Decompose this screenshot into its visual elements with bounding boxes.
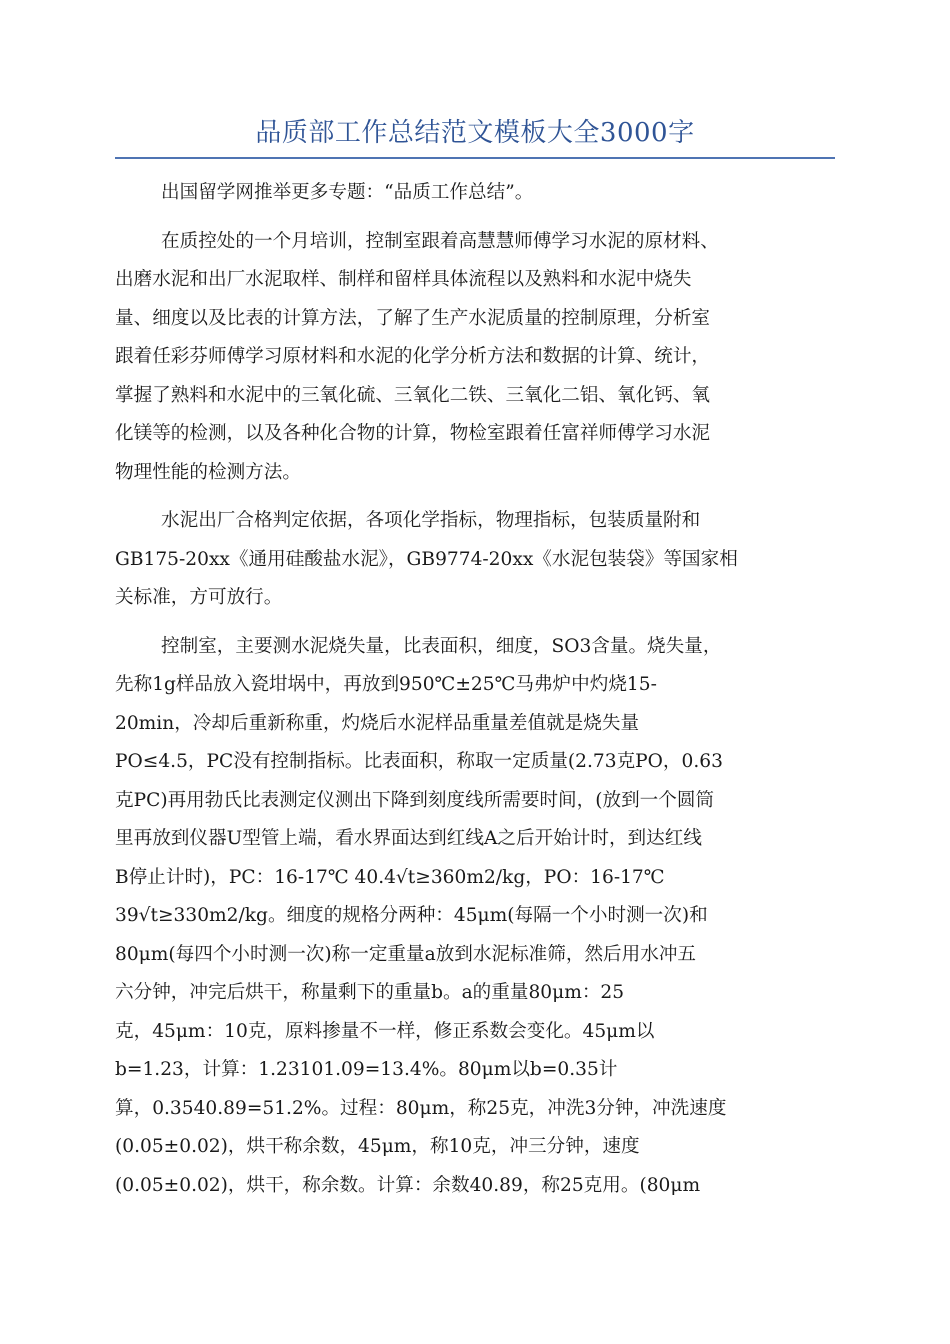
text-line: 六分钟，冲完后烘干，称量剩下的重量b。a的重量80μm：25 — [115, 982, 625, 1003]
document-title: 品质部工作总结范文模板大全3000字 — [255, 118, 695, 148]
text-line: B停止计时)，PC：16-17℃ 40.4√t≥360m2/kg，PO：16-17℃ — [115, 866, 665, 888]
text-line: 先称1g样品放入瓷坩埚中，再放到950℃±25℃马弗炉中灼烧15- — [115, 674, 657, 695]
text-line: 水泥出厂合格判定依据，各项化学指标，物理指标，包装质量附和 — [161, 510, 701, 531]
text-line: 量、细度以及比表的计算方法，了解了生产水泥质量的控制原理，分析室 — [115, 307, 711, 329]
paragraph-intro — [115, 174, 840, 213]
text-line: 在质控处的一个月培训，控制室跟着高慧慧师傅学习水泥的原材料、 — [161, 230, 719, 252]
text-line: GB175-20xx《通用硅酸盐水泥》，GB9774-20xx《水泥包装袋》等国家相 — [115, 548, 738, 570]
text-line: 跟着任彩芬师傅学习原材料和水泥的化学分析方法和数据的计算、统计， — [115, 346, 711, 367]
text-line: 克PC)再用勃氏比表测定仪测出下降到刻度线所需要时间，(放到一个圆筒 — [115, 789, 715, 811]
text-line: (0.05±0.02)，烘干称余数，45μm，称10克，冲三分钟，速度 — [115, 1136, 640, 1157]
text-line: PO≤4.5，PC没有控制指标。比表面积，称取一定质量(2.73克PO，0.63 — [115, 751, 723, 772]
text-line: 算，0.3540.89=51.2%。过程：80μm，称25克，冲洗3分钟，冲洗速度 — [115, 1097, 727, 1119]
paragraph-standards — [115, 502, 840, 618]
text-line: 关标准，方可放行。 — [115, 587, 283, 608]
paragraph-training — [115, 223, 840, 493]
text-line: (0.05±0.02)，烘干，称余数。计算：余数40.89，称25克用。(80μm — [115, 1174, 701, 1196]
text-line: 80μm(每四个小时测一次)称一定重量a放到水泥标准筛，然后用水冲五 — [115, 943, 697, 965]
text-line: b=1.23，计算：1.23101.09=13.4%。80μm以b=0.35计 — [115, 1059, 618, 1080]
document-body — [115, 174, 840, 1215]
text-line: 物理性能的检测方法。 — [115, 461, 301, 483]
text-line: 里再放到仪器U型管上端，看水界面达到红线A之后开始计时，到达红线 — [115, 828, 702, 849]
text-line: 39√t≥330m2/kg。细度的规格分两种：45μm(每隔一个小时测一次)和 — [115, 905, 708, 926]
paragraph-control-room — [115, 628, 840, 1206]
text-line: 20min，冷却后重新称重，灼烧后水泥样品重量差值就是烧失量 — [115, 712, 640, 734]
text-line: 克，45μm：10克，原料掺量不一样，修正系数会变化。45μm以 — [115, 1020, 655, 1042]
text-line: 掌握了熟料和水泥中的三氧化硫、三氧化二铁、三氧化二铝、氧化钙、氧 — [115, 384, 711, 406]
title-header — [115, 113, 835, 159]
text-line: 出国留学网推举更多专题：“品质工作总结”。 — [161, 182, 534, 203]
text-line: 出磨水泥和出厂水泥取样、制样和留样具体流程以及熟料和水泥中烧失 — [115, 269, 692, 290]
text-line: 化镁等的检测，以及各种化合物的计算，物检室跟着任富祥师傅学习水泥 — [115, 423, 711, 444]
text-line: 控制室，主要测水泥烧失量，比表面积，细度，SO3含量。烧失量， — [161, 635, 722, 657]
